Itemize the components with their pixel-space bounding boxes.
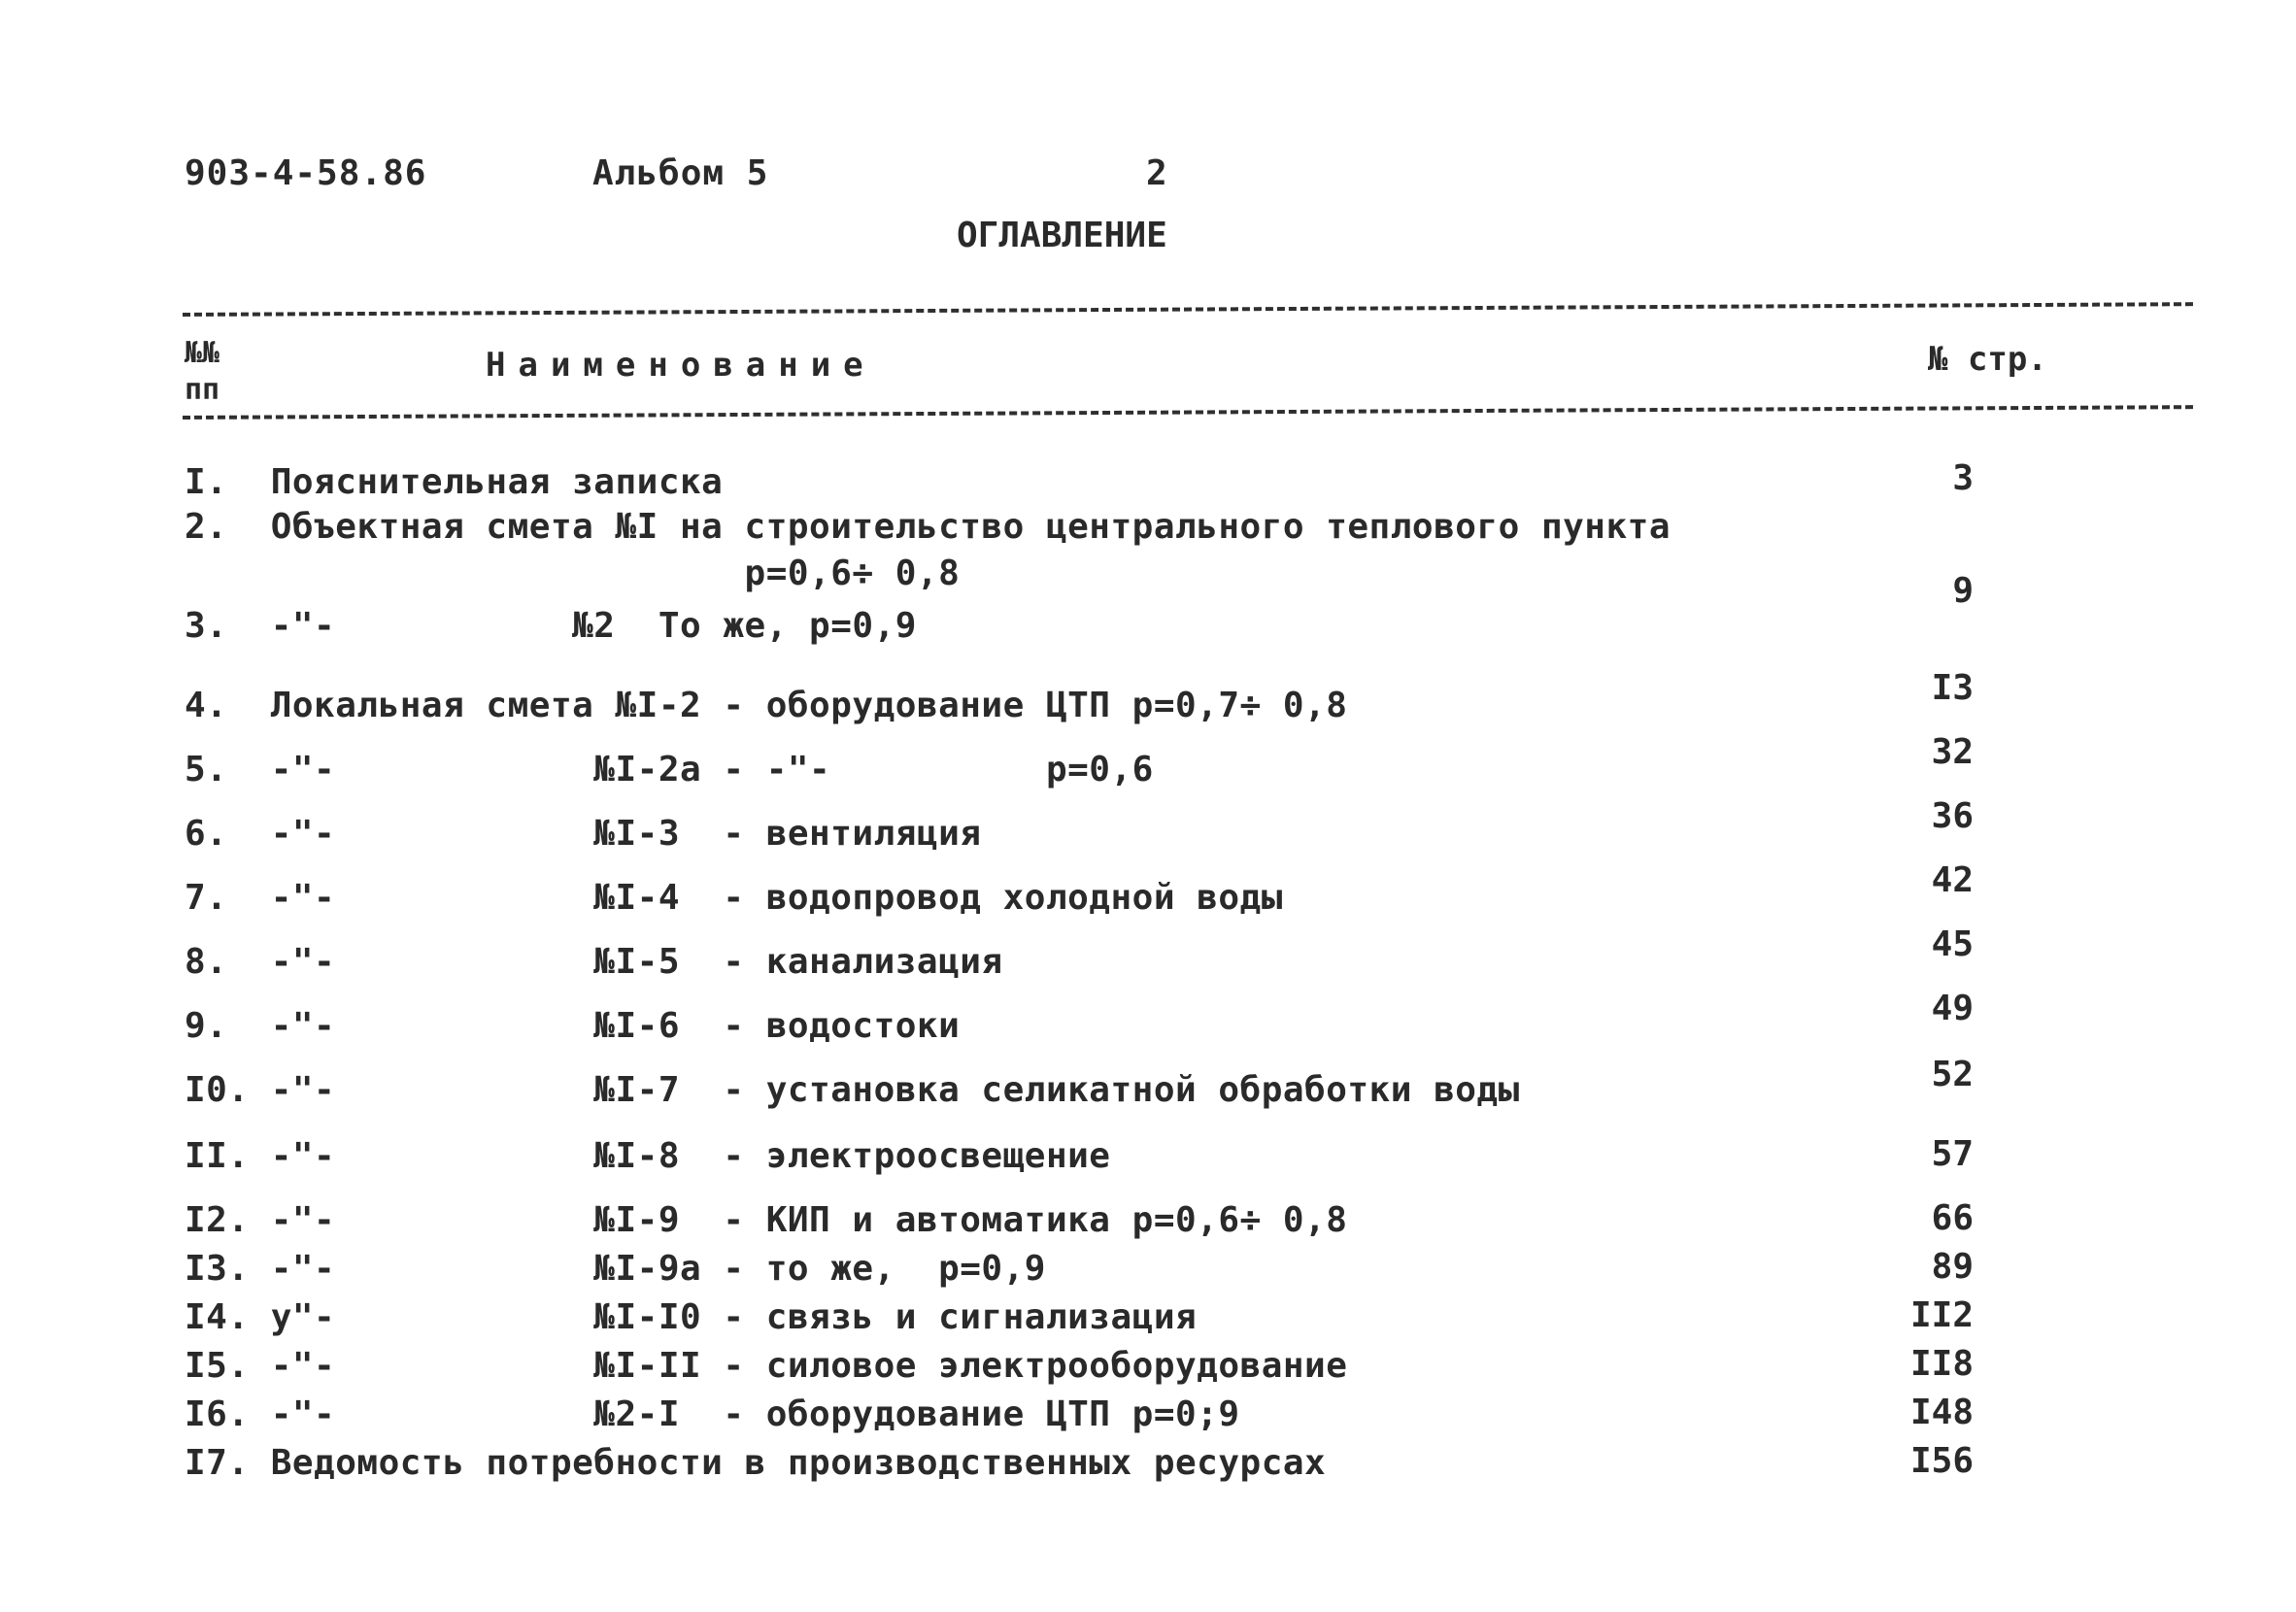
toc-entry-page: 66 — [1931, 1198, 1974, 1238]
toc-entry-text: 7. -"- №I-4 - водопровод холодной воды — [185, 878, 1283, 918]
page-title: ОГЛАВЛЕНИЕ — [957, 216, 1167, 255]
column-header-number: №№ — [185, 336, 220, 370]
column-header-name: Наименование — [486, 346, 876, 385]
toc-entry-text: 8. -"- №I-5 - канализация — [185, 942, 1003, 982]
toc-entry-page: 45 — [1931, 924, 1974, 964]
toc-entry-page: 3 — [1952, 458, 1974, 498]
toc-entry-page: 9 — [1952, 571, 1974, 611]
toc-entry-page: I48 — [1909, 1393, 1974, 1432]
toc-entry-text-continued: р=0,6÷ 0,8 — [185, 554, 961, 593]
toc-entry-text: II. -"- №I-8 - электроосвещение — [185, 1136, 1111, 1176]
toc-entry-page: 57 — [1931, 1134, 1974, 1174]
toc-entry-page: 49 — [1931, 989, 1974, 1028]
toc-entry-text: 4. Локальная смета №I-2 - оборудование ЦТП р=0,7÷ 0,8 — [185, 686, 1348, 725]
toc-entry-text: 2. Объектная смета №I на строительство центрального теплового пункта — [185, 507, 1671, 547]
toc-entry-page: 52 — [1931, 1055, 1974, 1094]
toc-entry-page: II2 — [1909, 1295, 1974, 1335]
toc-entry-text: I2. -"- №I-9 - КИП и автоматика р=0,6÷ 0,8 — [185, 1200, 1348, 1240]
toc-entry-text: 6. -"- №I-3 - вентиляция — [185, 814, 982, 854]
table-top-rule — [183, 302, 2193, 317]
toc-entry-text: I4. у"- №I-I0 - связь и сигнализация — [185, 1297, 1198, 1337]
toc-entry-page: I3 — [1931, 668, 1974, 708]
toc-entry-text: 5. -"- №I-2а - -"- р=0,6 — [185, 750, 1154, 789]
album-label: Альбом 5 — [592, 153, 769, 193]
page-number: 2 — [1146, 153, 1168, 193]
document-code: 903-4-58.86 — [185, 153, 427, 193]
column-header-number-sub: пп — [185, 373, 220, 407]
toc-entry-text: 3. -"- №2 То же, р=0,9 — [185, 606, 917, 646]
toc-entry-text: I. Пояснительная записка — [185, 462, 724, 502]
column-header-page: № стр. — [1928, 340, 2047, 379]
toc-entry-text: I5. -"- №I-II - силовое электрооборудование — [185, 1346, 1348, 1386]
table-header-rule — [183, 405, 2193, 420]
toc-entry-page: II8 — [1909, 1344, 1974, 1384]
toc-entry-text: 9. -"- №I-6 - водостоки — [185, 1006, 961, 1046]
toc-entry-text: I3. -"- №I-9а - то же, р=0,9 — [185, 1249, 1046, 1289]
toc-entry-text: I0. -"- №I-7 - установка селикатной обработки воды — [185, 1070, 1520, 1110]
toc-entry-text: I6. -"- №2-I - оборудование ЦТП р=0;9 — [185, 1394, 1240, 1434]
toc-entry-page: 36 — [1931, 796, 1974, 836]
toc-entry-text: I7. Ведомость потребности в производственных ресурсах — [185, 1443, 1327, 1483]
toc-entry-page: 42 — [1931, 860, 1974, 900]
toc-entry-page: 32 — [1931, 732, 1974, 772]
toc-entry-page: I56 — [1909, 1441, 1974, 1481]
toc-entry-page: 89 — [1931, 1247, 1974, 1287]
